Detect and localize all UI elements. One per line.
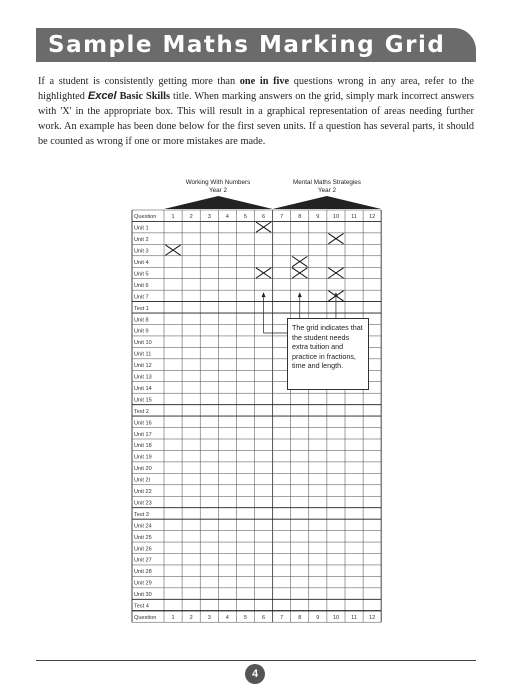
question-label-top: Question <box>134 214 157 221</box>
column-number: 12 <box>369 214 376 221</box>
column-number: 6 <box>261 614 266 621</box>
bottom-rule <box>36 660 476 661</box>
row-label: Unit 18 <box>134 443 152 450</box>
row-label: Unit 1 <box>134 225 149 232</box>
header-working-with-numbers: Working With Numbers Year 2 <box>185 179 251 194</box>
column-number: 11 <box>351 214 357 221</box>
row-label: Unit 7 <box>134 294 149 301</box>
row-label: Unit 4 <box>134 260 149 267</box>
row-label: Unit 6 <box>134 282 149 289</box>
row-label: Unit 12 <box>134 363 152 370</box>
row-label: Unit 11 <box>134 351 152 358</box>
row-label: Unit 30 <box>134 592 152 599</box>
column-number: 5 <box>243 614 248 621</box>
row-label: Unit 8 <box>134 317 149 324</box>
arrow-head <box>298 292 302 297</box>
column-number: 2 <box>189 614 193 621</box>
row-label: Unit 14 <box>134 385 152 392</box>
column-number: 7 <box>280 214 284 221</box>
row-label: Unit 25 <box>134 534 152 541</box>
row-label: Unit 22 <box>134 489 152 496</box>
row-label: Unit 5 <box>134 271 149 278</box>
intro-bold-2: Basic Skills <box>116 91 171 102</box>
page-title: Sample Maths Marking Grid <box>48 32 446 58</box>
column-number: 9 <box>316 614 320 621</box>
column-number: 1 <box>171 214 175 221</box>
row-label: Unit 19 <box>134 454 152 461</box>
column-number: 8 <box>298 614 302 621</box>
column-number: 9 <box>316 214 320 221</box>
column-number: 10 <box>332 614 340 621</box>
excel-logo-text: Excel <box>87 90 117 102</box>
row-label: Unit 26 <box>134 546 152 553</box>
row-label: Unit 24 <box>134 523 152 530</box>
page-number: 4 <box>245 664 265 684</box>
column-number: 7 <box>280 614 284 621</box>
row-label: Unit 17 <box>134 431 152 438</box>
intro-bold-1: one in five <box>239 76 290 87</box>
row-label: Test 4 <box>134 603 149 610</box>
row-label: Unit 10 <box>134 340 152 347</box>
arrow-head <box>262 292 266 297</box>
column-number: 6 <box>261 214 266 221</box>
intro-text-3: title. When marking answers on the grid, simply mark incorrect answers with 'X' in the appropriate box. This will result in a graphical representation of areas needing further work. An example has been done below for the first seven units. If a question has several parts, it should be counted as wrong if one or more mistakes are made. <box>38 91 474 147</box>
column-number: 12 <box>369 614 376 621</box>
column-number: 4 <box>225 214 229 221</box>
row-label: Test 2 <box>134 408 149 415</box>
column-number: 10 <box>332 214 340 221</box>
row-label: Unit 28 <box>134 569 152 576</box>
row-label: Unit 27 <box>134 557 152 564</box>
column-number: 4 <box>225 614 229 621</box>
header-mental-maths-strategies: Mental Maths Strategies Year 2 <box>293 179 361 194</box>
column-number: 1 <box>171 614 175 621</box>
callout-box: The grid indicates that the student needs extra tuition and practice in fractions, time and length. <box>287 318 369 390</box>
row-label: Unit 20 <box>134 466 152 473</box>
row-label: Unit 23 <box>134 500 152 507</box>
row-label: Unit 2 <box>134 237 149 244</box>
row-label: Unit 15 <box>134 397 152 404</box>
question-label-bottom: Question <box>134 614 157 621</box>
row-label: Unit 16 <box>134 420 152 427</box>
row-label: Test 3 <box>134 511 149 518</box>
row-label: Unit 29 <box>134 580 152 587</box>
intro-text-1: If a student is consistently getting more than <box>38 76 240 87</box>
row-label: Unit 9 <box>134 328 149 335</box>
column-number: 5 <box>243 214 248 221</box>
row-label: Unit 2l <box>134 477 150 484</box>
column-number: 3 <box>207 614 211 621</box>
header-roof-left <box>164 196 273 209</box>
column-number: 2 <box>189 214 193 221</box>
column-number: 8 <box>298 214 302 221</box>
row-label: Unit 13 <box>134 374 152 381</box>
row-label: Unit 3 <box>134 248 149 255</box>
header-roof-right <box>273 196 382 209</box>
intro-text-2: questions wrong in any area, refer to the highlighted <box>38 76 474 102</box>
row-label: Test 1 <box>134 305 149 312</box>
column-number: 11 <box>351 614 357 621</box>
column-number: 3 <box>207 214 211 221</box>
